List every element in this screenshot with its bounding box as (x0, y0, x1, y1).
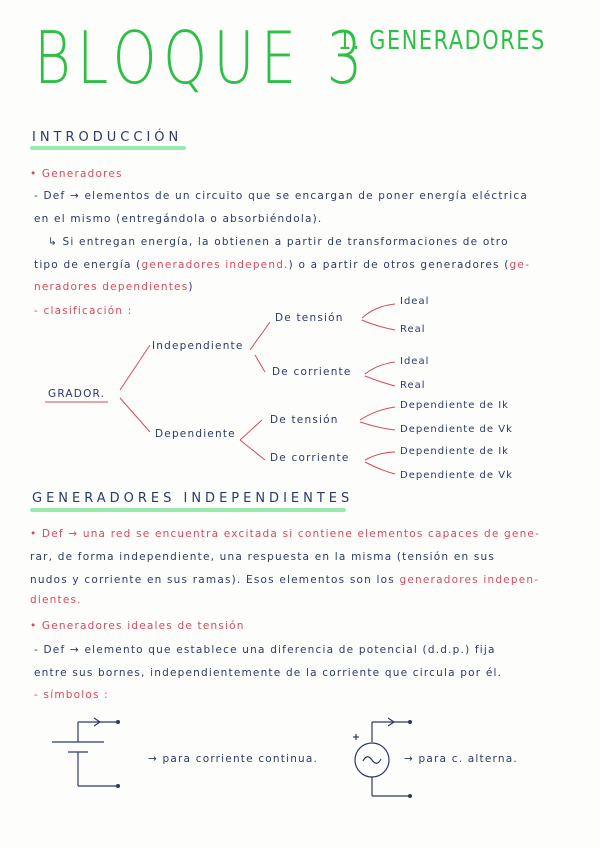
simbolos-label: - símbolos : (34, 689, 109, 701)
bullet-ideales-tension: • Generadores ideales de tensión (30, 620, 245, 632)
tree-leaf: Dependiente de Vk (400, 424, 513, 435)
tree-dependiente: Dependiente (155, 428, 236, 440)
page-subtitle: 1. GENERADORES (338, 26, 546, 56)
page-title: BLOQUE 3 (34, 16, 369, 100)
gen-def-line2: entre sus bornes, independientemente de la corriente que circula por él. (34, 667, 503, 679)
bullet-generadores: • Generadores (30, 168, 123, 180)
tree-leaf: Dependiente de Vk (400, 470, 513, 481)
note-text: tipo de energía ( (34, 259, 142, 271)
note-text: ) o a partir de otros generadores ( (288, 259, 510, 271)
section2-heading: GENERADORES INDEPENDIENTES (32, 491, 354, 506)
tree-leaf: Ideal (400, 356, 430, 367)
tree-dep-corriente: De corriente (270, 452, 350, 464)
tree-independiente: Independiente (152, 340, 244, 352)
tree-leaf: Real (400, 380, 426, 391)
intro-def-line1: - Def → elementos de un circuito que se encargan de poner energía eléctrica (34, 190, 528, 202)
note-red: ge- (509, 259, 531, 271)
tree-leaf: Ideal (400, 296, 430, 307)
tree-dep-tension: De tensión (270, 414, 339, 426)
s2-def-line2: rar, de forma independiente, una respuesta en la misma (tensión en sus (30, 551, 496, 563)
tree-ind-tension: De tensión (275, 312, 344, 324)
ac-label: → para c. alterna. (404, 753, 518, 765)
gen-def-line1: - Def → elemento que establece una diferencia de potencial (d.d.p.) fija (34, 644, 496, 656)
intro-note-line1: ↳ Si entregan energía, la obtienen a partir de transformaciones de otro (48, 236, 509, 248)
intro-def-line2: en el mismo (entregándola o absorbiéndola). (34, 213, 323, 225)
tree-leaf: Dependiente de Ik (400, 446, 509, 457)
clasificacion-label: - clasificación : (34, 305, 133, 317)
def-marker: • Def → una red se encuentra excitada si contiene elementos capaces de gene- (30, 528, 541, 540)
tree-root: GRADOR. (48, 388, 106, 400)
s2-text: nudos y corriente en sus ramas). Esos elementos son los (30, 574, 395, 586)
tree-ind-corriente: De corriente (272, 366, 352, 378)
note-red: generadores independ. (141, 259, 289, 271)
note-red: neradores dependientes (34, 281, 189, 293)
intro-heading: INTRODUCCIÓN (32, 130, 183, 145)
s2-red: generadores indepen- (399, 574, 540, 586)
s2-def-line4: dientes. (30, 594, 82, 606)
tree-leaf: Dependiente de Ik (400, 400, 509, 411)
dc-label: → para corriente continua. (148, 753, 319, 765)
note-text: ) (188, 281, 194, 293)
tree-leaf: Real (400, 324, 426, 335)
